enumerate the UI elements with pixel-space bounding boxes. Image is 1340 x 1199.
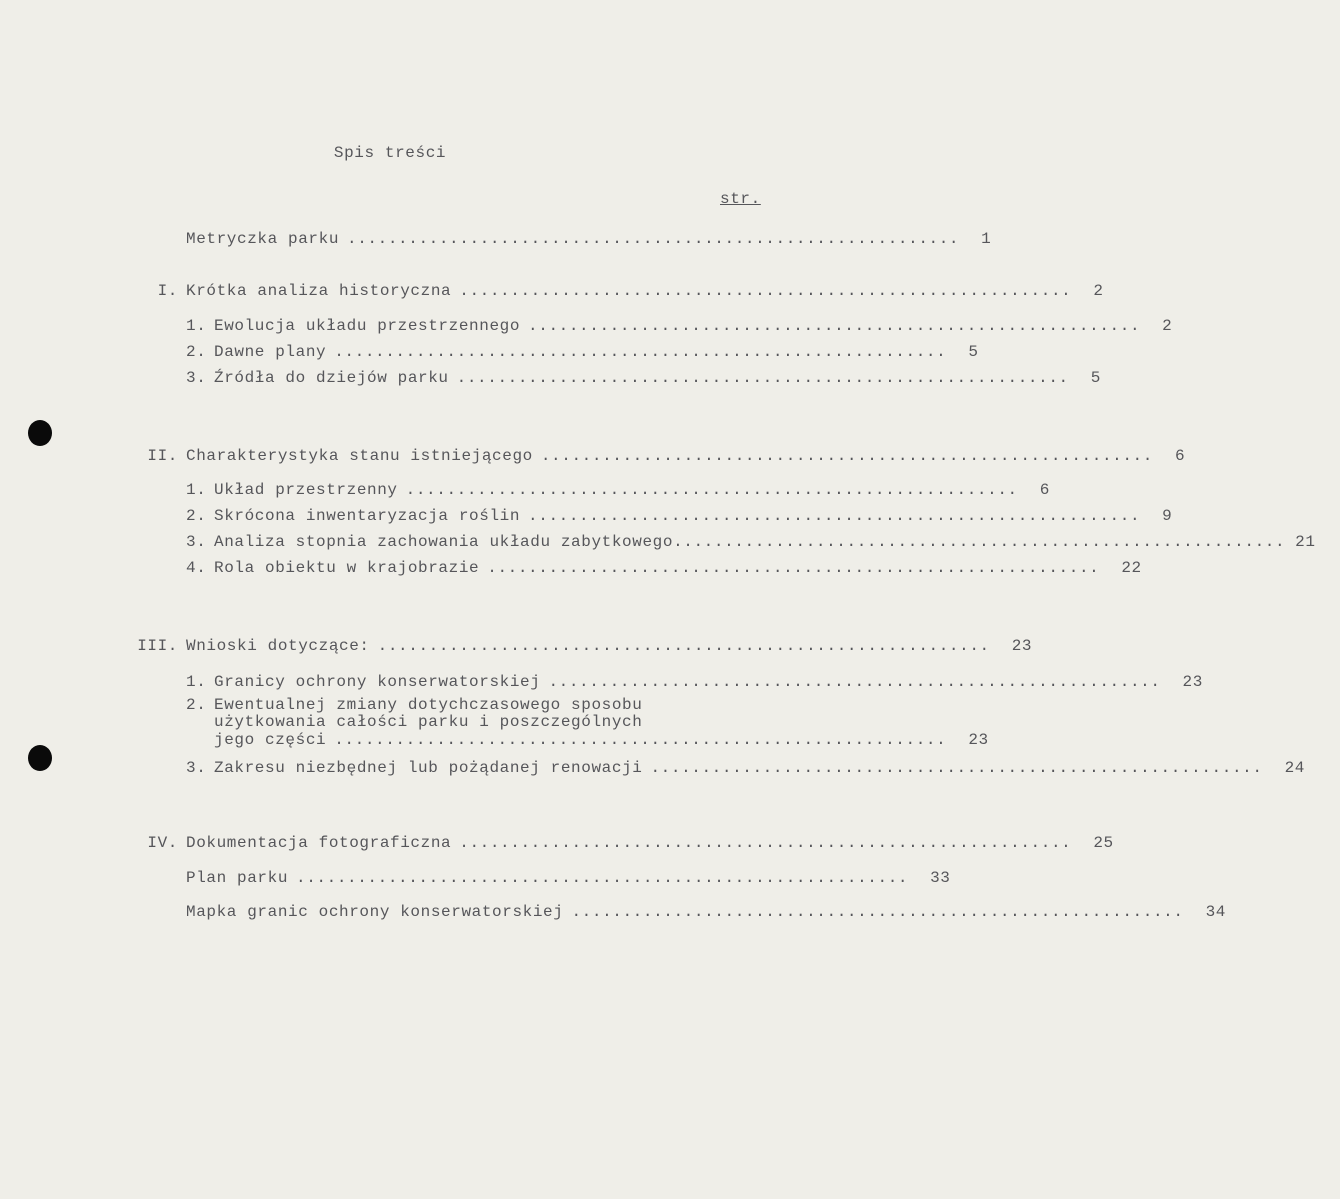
entry-label: Plan parku	[186, 869, 289, 887]
entry-page: 33	[930, 869, 951, 887]
toc-subentry	[186, 559, 1142, 579]
toc-section	[130, 637, 1033, 657]
dot-leader: ............................................................	[377, 637, 990, 655]
toc-subentry	[186, 533, 1316, 553]
entry-page: 6	[1039, 481, 1050, 499]
dot-leader: ............................................................	[334, 343, 947, 361]
entry-page: 2	[1162, 317, 1173, 335]
item-number: 1.	[186, 317, 207, 335]
entry-page: 23	[968, 731, 989, 749]
dot-leader: ............................................................	[673, 533, 1286, 551]
toc-subentry	[186, 759, 1305, 779]
item-number: 3.	[186, 759, 207, 777]
entry-label: Skrócona inwentaryzacja roślin	[214, 507, 521, 525]
entry-page: 23	[1011, 637, 1033, 655]
section-number: II.	[147, 447, 178, 465]
entry-label: jego części	[214, 731, 327, 749]
entry-label: Metryczka parku	[186, 230, 340, 248]
toc-section	[130, 282, 1104, 302]
entry-label: Mapka granic ochrony konserwatorskiej	[186, 903, 564, 921]
entry-page: 9	[1162, 507, 1173, 525]
dot-leader: ............................................................	[347, 230, 960, 248]
toc-subentry	[186, 343, 979, 363]
item-number: 2.	[186, 507, 207, 525]
toc-entry	[130, 869, 951, 889]
page-column-header: str.	[720, 190, 761, 208]
entry-label: Krótka analiza historyczna	[186, 282, 452, 300]
dot-leader: ............................................................	[528, 507, 1141, 525]
entry-label: Źródła do dziejów parku	[214, 369, 449, 387]
entry-label: Dawne plany	[214, 343, 327, 361]
toc-subentry	[186, 317, 1173, 337]
entry-page: 2	[1093, 282, 1104, 300]
entry-label: Zakresu niezbędnej lub pożądanej renowacji	[214, 759, 643, 777]
item-number: 2.	[186, 696, 207, 714]
item-number: 2.	[186, 343, 207, 361]
section-number: IV.	[147, 834, 178, 852]
entry-page: 5	[1090, 369, 1101, 387]
dot-leader: ............................................................	[487, 559, 1100, 577]
dot-leader: ............................................................	[540, 447, 1153, 465]
toc-entry	[130, 230, 992, 250]
dot-leader: ............................................................	[571, 903, 1184, 921]
toc-subentry	[186, 369, 1101, 389]
entry-page: 6	[1174, 447, 1186, 465]
entry-label: Ewolucja układu przestrzennego	[214, 317, 521, 335]
entry-page: 5	[968, 343, 979, 361]
dot-leader: ............................................................	[459, 282, 1072, 300]
dot-leader: ............................................................	[456, 369, 1069, 387]
item-number: 1.	[186, 673, 207, 691]
toc-subentry-last-line	[186, 731, 989, 751]
dot-leader: ............................................................	[548, 673, 1161, 691]
item-number: 3.	[186, 533, 207, 551]
dot-leader: ............................................................	[334, 731, 947, 749]
dot-leader: ............................................................	[405, 481, 1018, 499]
section-number: III.	[137, 637, 178, 655]
entry-page: 25	[1093, 834, 1114, 852]
item-number: 1.	[186, 481, 207, 499]
page-title: Spis treści	[333, 144, 447, 162]
toc-subentry	[186, 507, 1173, 527]
toc-subentry	[186, 673, 1203, 693]
toc-subentry-multiline	[186, 697, 770, 731]
dot-leader: ............................................................	[459, 834, 1072, 852]
entry-label: Układ przestrzenny	[214, 481, 398, 499]
entry-label: Charakterystyka stanu istniejącego	[186, 447, 533, 465]
entry-label: Wnioski dotyczące:	[186, 637, 370, 655]
toc-subentry	[186, 481, 1050, 501]
entry-label: Granicy ochrony konserwatorskiej	[214, 673, 541, 691]
entry-label-line: użytkowania całości parku i poszczególnych	[214, 713, 643, 731]
toc-section	[130, 447, 1186, 467]
dot-leader: ............................................................	[528, 317, 1141, 335]
entry-page: 21	[1295, 533, 1316, 551]
dot-leader: ............................................................	[296, 869, 909, 887]
entry-page: 22	[1121, 559, 1142, 577]
entry-label-line: Ewentualnej zmiany dotychczasowego sposobu	[214, 696, 643, 714]
section-number: I.	[157, 282, 178, 300]
punch-hole	[28, 420, 52, 446]
entry-label: Rola obiektu w krajobrazie	[214, 559, 480, 577]
punch-hole	[28, 745, 52, 771]
entry-page: 1	[981, 230, 992, 248]
dot-leader: ............................................................	[650, 759, 1263, 777]
entry-label: Dokumentacja fotograficzna	[186, 834, 452, 852]
entry-page: 34	[1205, 903, 1226, 921]
toc-section	[130, 834, 1114, 854]
entry-page: 24	[1284, 759, 1305, 777]
item-number: 4.	[186, 559, 207, 577]
toc-entry	[130, 903, 1226, 923]
entry-label: Analiza stopnia zachowania układu zabytkowego	[214, 533, 674, 551]
item-number: 3.	[186, 369, 207, 387]
entry-page: 23	[1182, 673, 1203, 691]
